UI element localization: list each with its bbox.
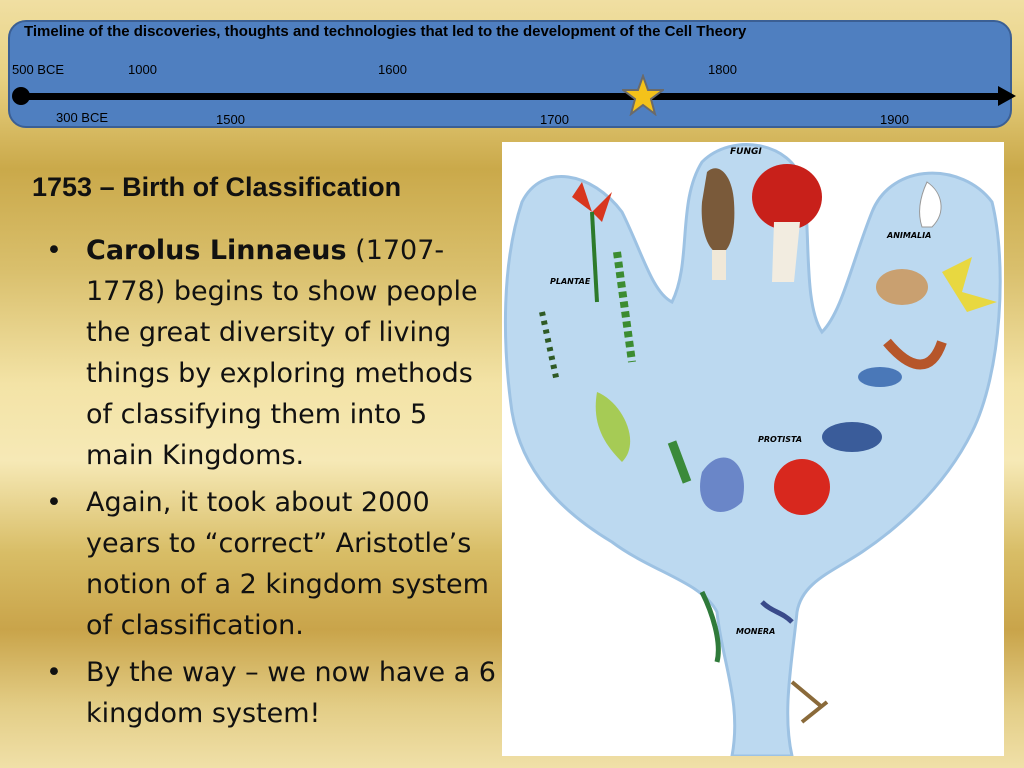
timeline-label-1600: 1600: [378, 62, 407, 77]
clam-shell-icon: [876, 269, 928, 305]
fish-icon: [858, 367, 902, 387]
label-fungi: FUNGI: [730, 147, 762, 157]
bullet-text: By the way – we now have a 6 kingdom system!: [86, 657, 496, 729]
red-mushroom-cap-icon: [752, 164, 822, 230]
protozoan-icon: [822, 422, 882, 452]
timeline-banner: [8, 20, 1012, 128]
label-animalia: ANIMALIA: [887, 231, 932, 240]
bullet-marker: •: [46, 657, 62, 688]
bullet-marker: •: [46, 235, 62, 266]
bullet-item: [46, 652, 501, 734]
bullet-list: [46, 230, 501, 740]
star-icon: [622, 74, 664, 116]
bullet-bold-text: Carolus Linnaeus: [86, 235, 347, 266]
bullet-text: (1707-1778) begins to show people the great diversity of living things by exploring methods of classifying them into 5 main Kingdoms.: [86, 235, 478, 471]
bullet-item: [46, 230, 501, 476]
morel-stem-icon: [712, 250, 726, 280]
label-monera: MONERA: [736, 627, 776, 636]
slide-heading: 1753 – Birth of Classification: [32, 172, 402, 202]
tree-diagram: [502, 142, 1004, 756]
timeline-label-1800: 1800: [708, 62, 737, 77]
red-protist-icon: [774, 459, 830, 515]
kingdom-tree-illustration: [502, 142, 1004, 756]
timeline-label-1700: 1700: [540, 112, 569, 127]
bullet-marker: •: [46, 487, 62, 518]
timeline-label-300bce: 300 BCE: [56, 110, 109, 125]
timeline-label-1500: 1500: [216, 112, 245, 127]
timeline-arrowhead: [998, 86, 1016, 106]
timeline-start-dot: [12, 87, 30, 105]
timeline-title: Timeline of the discoveries, thoughts and technologies that led to the development of the Cell Theory: [24, 23, 747, 40]
timeline-axis: [16, 93, 1006, 100]
label-plantae: PLANTAE: [550, 277, 591, 286]
timeline-label-1900: 1900: [880, 112, 909, 127]
bacteria-rods-icon: [792, 682, 827, 722]
label-protista: PROTISTA: [758, 435, 803, 444]
bullet-item: [46, 482, 501, 646]
bullet-text: Again, it took about 2000 years to “correct” Aristotle’s notion of a 2 kingdom system of classification.: [86, 487, 489, 641]
timeline-label-1000: 1000: [128, 62, 157, 77]
timeline-label-500bce: 500 BCE: [12, 62, 65, 77]
